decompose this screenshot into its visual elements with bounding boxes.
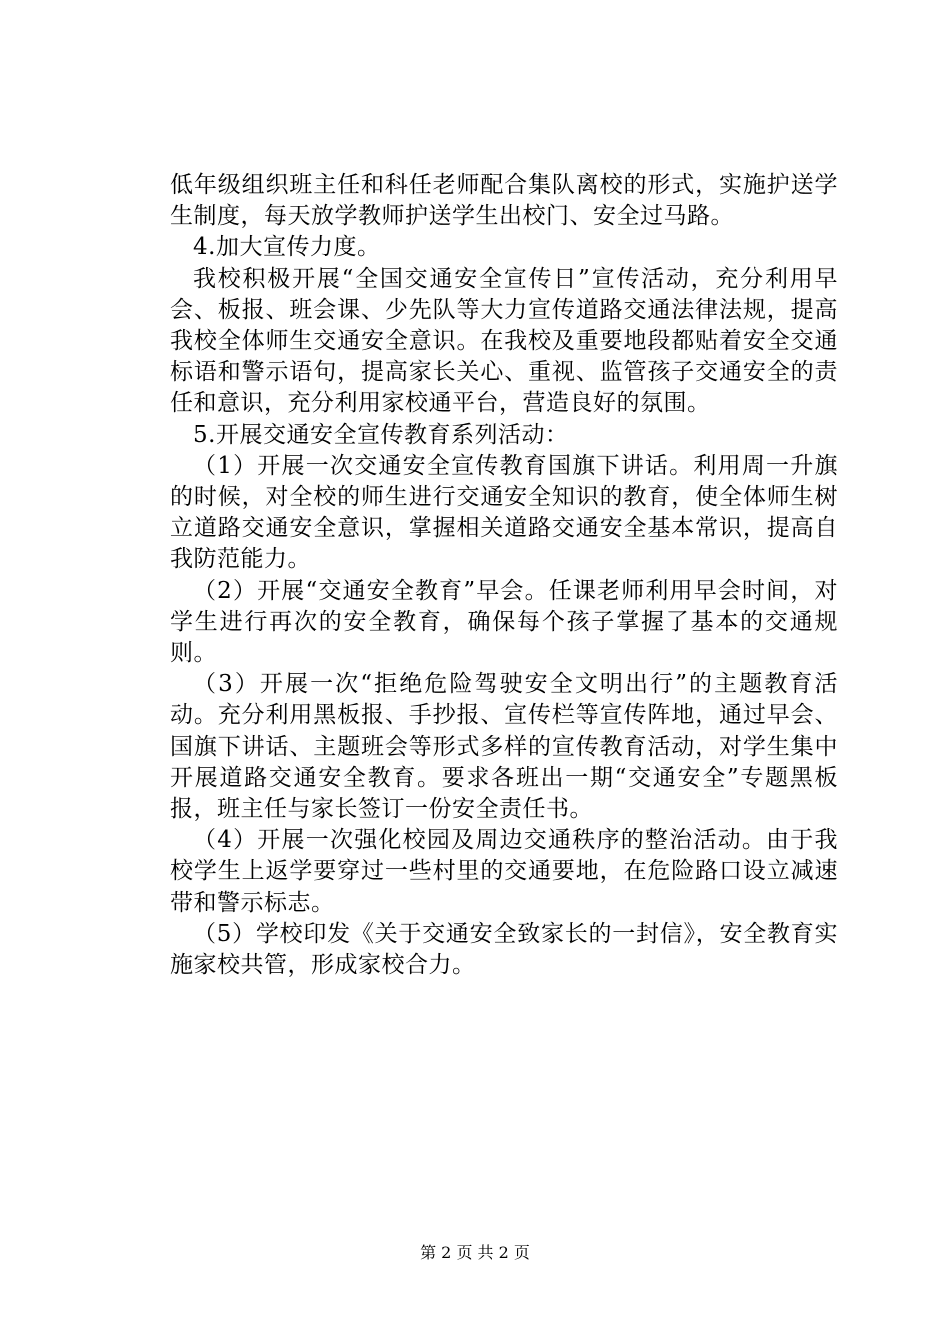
heading-item-4: 4.加大宣传力度。 <box>193 234 381 261</box>
paragraph-activity-4: （4）开展一次强化校园及周边交通秩序的整治活动。由于我校学生上返学要穿过一些村里的交通要地，在危险路口设立减速带和警示标志。 <box>170 827 838 916</box>
page-footer: 第 2 页 共 2 页 <box>420 1243 530 1262</box>
paragraph-activity-2: （2）开展“交通安全教育”早会。任课老师利用早会时间，对学生进行再次的安全教育，确保每个孩子掌握了基本的交通规则。 <box>170 577 838 667</box>
paragraph-publicity: 我校积极开展“全国交通安全宣传日”宣传活动，充分利用早会、板报、班会课、少先队等大力宣传道路交通法律法规，提高我校全体师生交通安全意识。在我校及重要地段都贴着安全交通标语和警示语句，提高家长关心、重视、监管孩子交通安全的责任和意识，充分利用家校通平台，营造良好的氛围。 <box>170 265 838 417</box>
paragraph-continuation: 低年级组织班主任和科任老师配合集队离校的形式，实施护送学生制度，每天放学教师护送学生出校门、安全过马路。 <box>170 172 838 230</box>
document-body <box>170 170 838 981</box>
heading-item-5: 5.开展交通安全宣传教育系列活动： <box>193 421 569 448</box>
paragraph-activity-3: （3）开展一次“拒绝危险驾驶安全文明出行”的主题教育活动。充分利用黑板报、手抄报、宣传栏等宣传阵地，通过早会、国旗下讲话、主题班会等形式多样的宣传教育活动，对学生集中开展道路交通安全教育。要求各班出一期“交通安全”专题黑板报，班主任与家长签订一份安全责任书。 <box>170 671 838 823</box>
paragraph-activity-1: （1）开展一次交通安全宣传教育国旗下讲话。利用周一升旗的时候，对全校的师生进行交通安全知识的教育，使全体师生树立道路交通安全意识，掌握相关道路交通安全基本常识，提高自我防范能力。 <box>170 452 838 573</box>
paragraph-activity-5: （5）学校印发《关于交通安全致家长的一封信》，安全教育实施家校共管，形成家校合力。 <box>170 920 838 979</box>
